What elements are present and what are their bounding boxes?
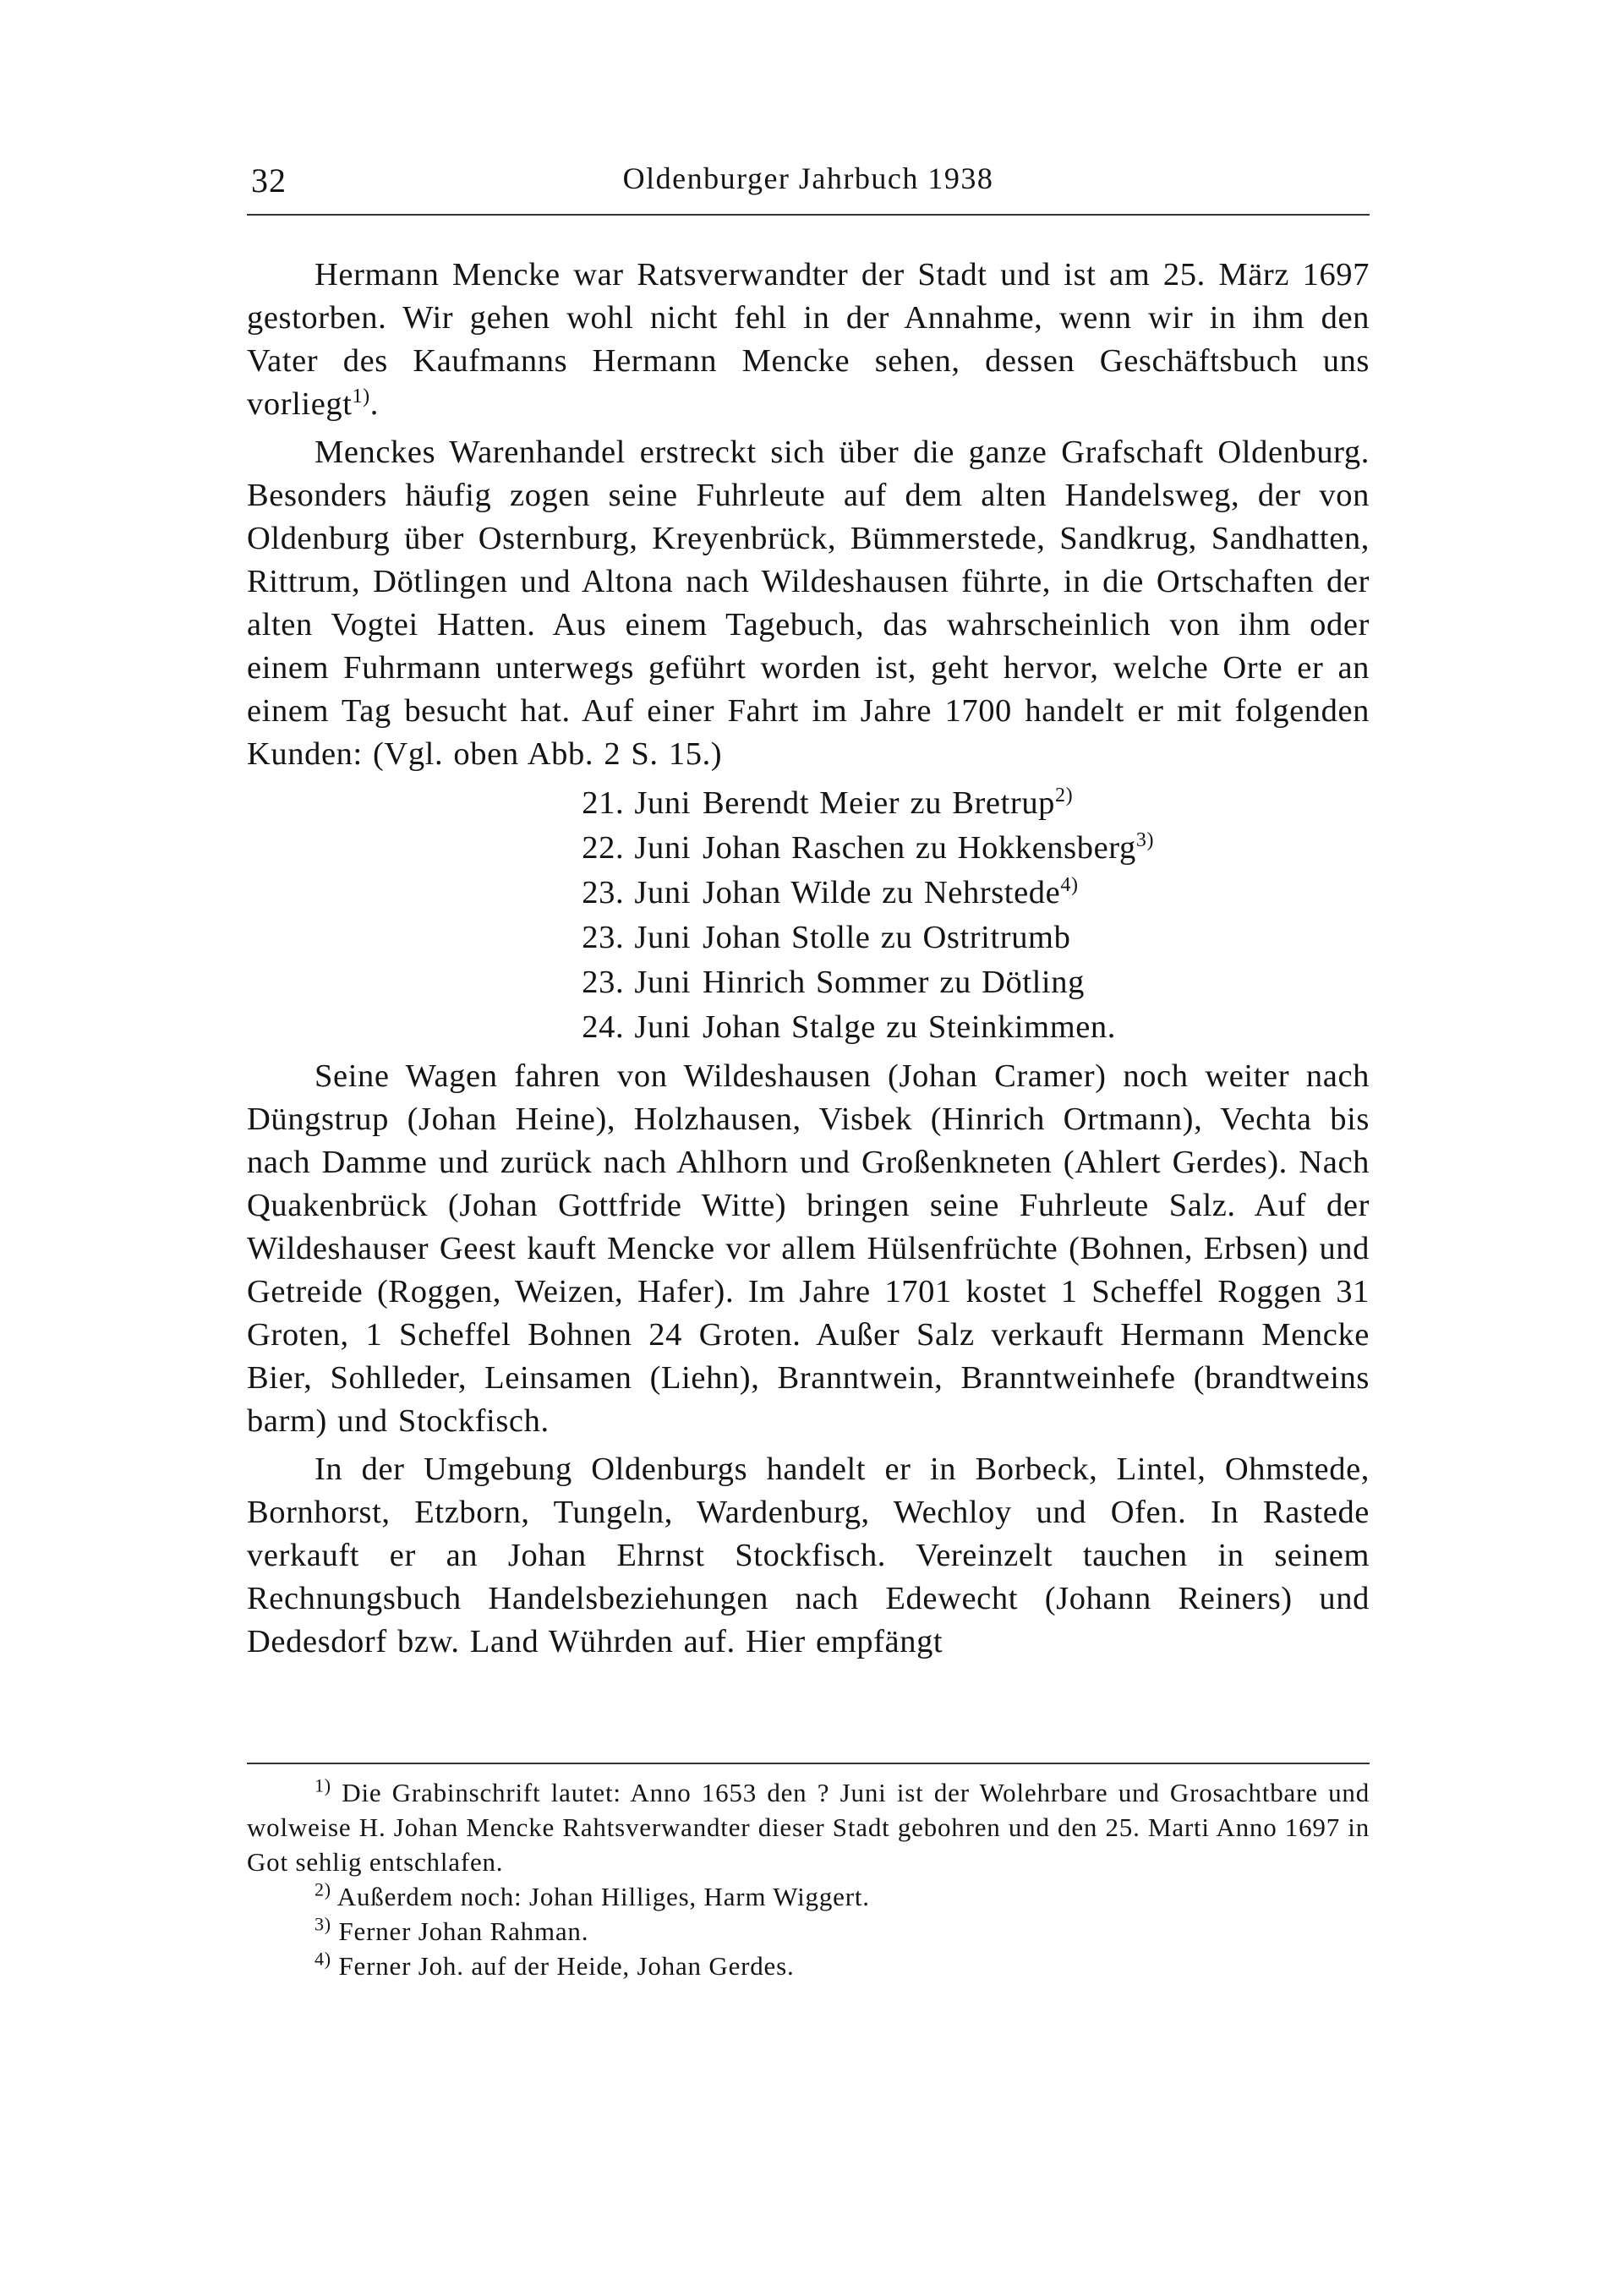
list-item-date: 23. Juni: [582, 965, 691, 1000]
list-item: [247, 916, 1370, 960]
paragraph-1-end: .: [369, 386, 379, 422]
list-item-person: Johan Stolle zu Ostritrumb: [703, 920, 1071, 955]
list-item-person: Johan Raschen zu Hokkensberg$^{3)}$: [703, 829, 1155, 866]
footnote-mark: 1): [314, 1774, 331, 1796]
list-item-person: Johan Wilde zu Nehrstede$^{4)}$: [703, 874, 1079, 910]
footnote-ref-1: 1): [352, 385, 370, 408]
footnote-mark: 4): [314, 1948, 331, 1970]
list-item: [247, 1005, 1370, 1050]
list-item-person: Johan Stalge zu Steinkimmen.: [703, 1009, 1117, 1045]
customer-list: [247, 781, 1370, 1050]
list-item-person: Hinrich Sommer zu Dötling: [703, 965, 1085, 1000]
footnote-ref: 4): [1060, 874, 1079, 897]
body-text: [247, 254, 1370, 1669]
list-item-person: Berendt Meier zu Bretrup$^{2)}$: [703, 784, 1074, 821]
footnote-text: Ferner Johan Rahman.: [338, 1916, 589, 1946]
footnote-ref: 2): [1055, 784, 1074, 807]
header-rule: [247, 214, 1370, 216]
footnote-text: Außerdem noch: Johan Hilliges, Harm Wiggert.: [336, 1882, 870, 1911]
footnote-ref: 3): [1135, 829, 1155, 852]
paragraph-4: In der Umgebung Oldenburgs handelt er in Borbeck, Lintel, Ohmstede, Bornhorst, Etzborn, Tungeln, Wardenburg, Wechloy und Ofen. In Rastede verkauft er an Johan Ehrnst Stockfisch. Vereinzelt tauchen in seinem Rechnungsbuch Handelsbeziehungen nach Edewecht (Johann Reiners) und Dedesdorf bzw. Land Wührden auf. Hier empfängt: [247, 1451, 1370, 1659]
page-number: 32: [251, 161, 287, 200]
footnote-3: [247, 1914, 1370, 1949]
list-item-date: 22. Juni: [582, 830, 691, 866]
list-item: [247, 960, 1370, 1005]
list-item-date: 21. Juni: [582, 785, 691, 821]
paragraph-1-text: Hermann Mencke war Ratsverwandter der Stadt und ist am 25. März 1697 gestorben. Wir gehen wohl nicht fehl in der Annahme, wenn wir in ihm den Vater des Kaufmanns Hermann Mencke sehen, dessen Geschäftsbuch uns vorliegt: [247, 257, 1370, 422]
paragraph-2: Menckes Warenhandel erstreckt sich über die ganze Grafschaft Oldenburg. Besonders häufig zogen seine Fuhrleute auf dem alten Handelsweg, der von Oldenburg über Osternburg, Kreyenbrück, Bümmerstede, Sandkrug, Sandhatten, Rittrum, Dötlingen und Altona nach Wildeshausen führte, in die Ortschaften der alten Vogtei Hatten. Aus einem Tagebuch, das wahrscheinlich von ihm oder einem Fuhrmann unterwegs geführt worden ist, geht hervor, welche Orte er an einem Tag besucht hat. Auf einer Fahrt im Jahre 1700 handelt er mit folgenden Kunden: (Vgl. oben Abb. 2 S. 15.): [247, 435, 1370, 772]
running-title: Oldenburger Jahrbuch 1938: [622, 161, 994, 195]
footnote-1: [247, 1775, 1370, 1879]
footnote-mark: 3): [314, 1913, 331, 1935]
footnote-text: Die Grabinschrift lautet: Anno 1653 den ? Juni ist der Wolehrbare und Grosachtbare und wolweise H. Johan Mencke Rahtsverwandter dieser Stadt gebohren und den 25. Marti Anno 1697 in Got sehlig entschlafen.: [247, 1778, 1370, 1877]
list-item-date: 24. Juni: [582, 1009, 691, 1045]
list-item: [247, 781, 1370, 826]
list-item: [247, 871, 1370, 916]
list-item-date: 23. Juni: [582, 875, 691, 910]
footnote-text: Ferner Joh. auf der Heide, Johan Gerdes.: [338, 1951, 795, 1981]
list-item-date: 23. Juni: [582, 920, 691, 955]
footnote-mark: 2): [314, 1878, 331, 1900]
page-header: [247, 161, 1370, 203]
footnotes: [247, 1775, 1370, 1983]
footnote-2: [247, 1879, 1370, 1914]
footnote-rule: [247, 1763, 1370, 1764]
footnote-4: [247, 1949, 1370, 1983]
paragraph-3: Seine Wagen fahren von Wildeshausen (Johan Cramer) noch weiter nach Düngstrup (Johan Heine), Holzhausen, Visbek (Hinrich Ortmann), Vechta bis nach Damme und zurück nach Ahlhorn und Großenkneten (Ahlert Gerdes). Nach Quakenbrück (Johan Gottfride Witte) bringen seine Fuhrleute Salz. Auf der Wildeshauser Geest kauft Mencke vor allem Hülsenfrüchte (Bohnen, Erbsen) und Getreide (Roggen, Weizen, Hafer). Im Jahre 1701 kostet 1 Scheffel Roggen 31 Groten, 1 Scheffel Bohnen 24 Groten. Außer Salz verkauft Hermann Mencke Bier, Sohlleder, Leinsamen (Liehn), Branntwein, Branntweinhefe (brandtweins barm) und Stockfisch.: [247, 1058, 1370, 1439]
list-item: [247, 826, 1370, 871]
paragraph-1: [247, 254, 1370, 426]
